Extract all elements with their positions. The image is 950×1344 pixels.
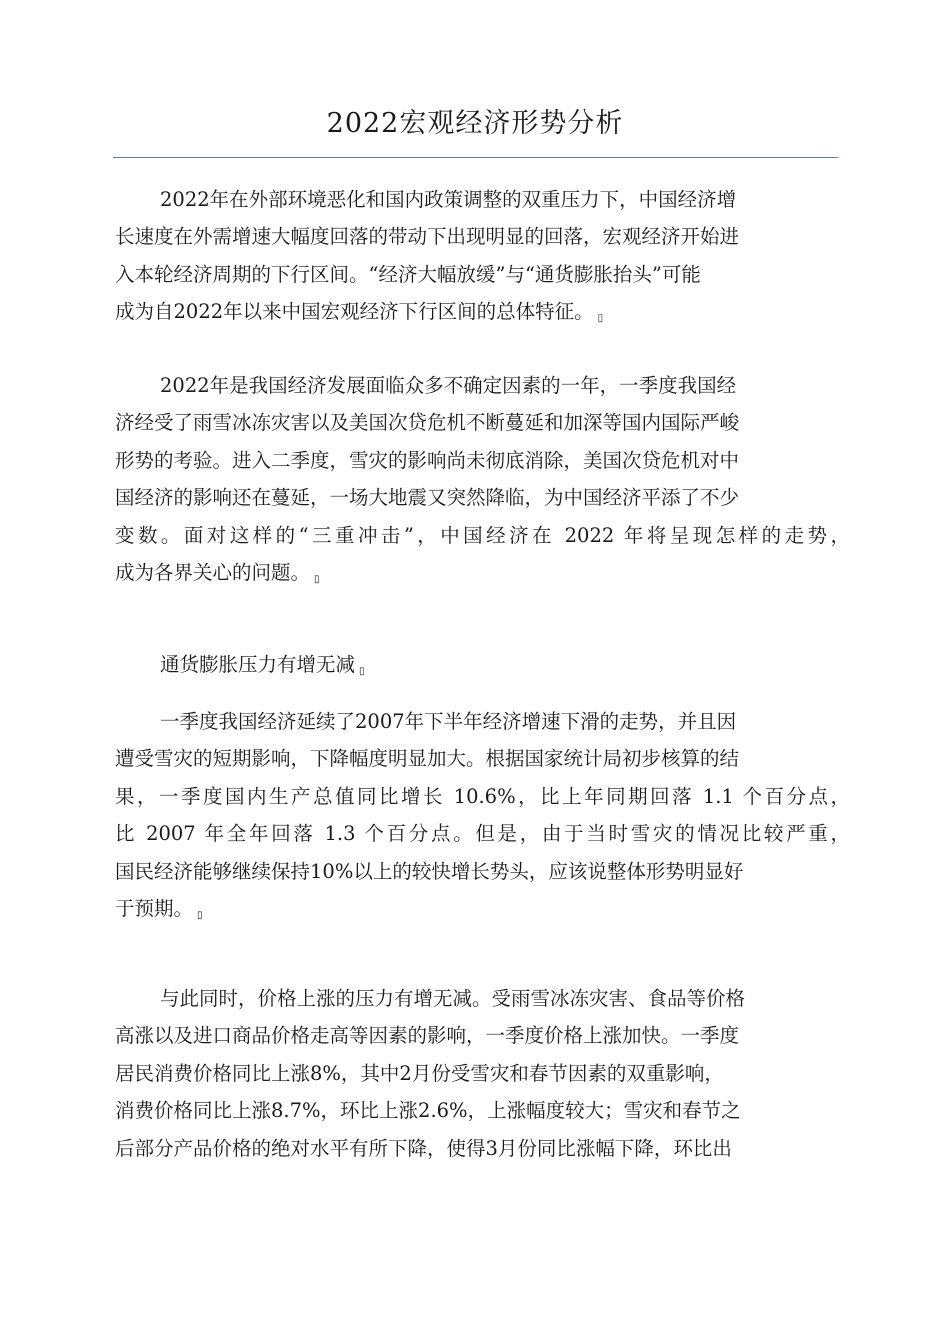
paragraph-4 xyxy=(115,980,850,1167)
paragraph-mark-icon: ▯ xyxy=(597,313,604,325)
paragraph-3 xyxy=(115,703,850,927)
heading-line xyxy=(115,646,850,683)
document-title: 2022宏观经济形势分析 xyxy=(326,108,624,139)
line-text: 成为自2022年以来中国宏观经济下行区间的总体特征。 xyxy=(115,300,594,324)
paragraph-line-last xyxy=(115,293,850,330)
paragraph-line: 入本轮经济周期的下行区间。“经济大幅放缓”与“通货膨胀抬头”可能 xyxy=(115,262,701,286)
paragraph-line: 后部分产品价格的绝对水平有所下降，使得3月份同比涨幅下降，环比出 xyxy=(115,1136,732,1160)
paragraph-line: 国经济的影响还在蔓延，一场大地震又突然降临，为中国经济平添了不少 xyxy=(115,486,740,510)
paragraph-line: 长速度在外需增速大幅度回落的带动下出现明显的回落，宏观经济开始进 xyxy=(115,225,740,249)
paragraph-line: 遭受雪灾的短期影响，下降幅度明显加大。根据国家统计局初步核算的结 xyxy=(115,747,740,771)
paragraph-line: 2022年是我国经济发展面临众多不确定因素的一年，一季度我国经 xyxy=(160,374,737,397)
paragraph-2 xyxy=(115,367,850,591)
paragraph-line-last xyxy=(115,890,850,927)
paragraph-line: 一季度我国经济延续了2007年下半年经济增速下滑的走势，并且因 xyxy=(160,710,737,733)
paragraph-line: 消费价格同比上涨8.7%，环比上涨2.6%，上涨幅度较大；雪灾和春节之 xyxy=(115,1099,741,1123)
title-underline xyxy=(113,157,838,158)
paragraph-1 xyxy=(115,181,850,331)
paragraph-line: 济经受了雨雪冰冻灾害以及美国次贷危机不断蔓延和加深等国内国际严峻 xyxy=(115,411,740,435)
paragraph-line: 变数。面对这样的“三重冲击”，中国经济在 2022 年将呈现怎样的走势， xyxy=(115,523,850,547)
paragraph-mark-icon: ▯ xyxy=(197,909,203,921)
paragraph-mark-icon: ▯ xyxy=(359,666,365,677)
paragraph-line: 果，一季度国内生产总值同比增长 10.6%，比上年同期回落 1.1 个百分点， xyxy=(115,784,850,808)
heading-text: 通货膨胀压力有增无减 xyxy=(160,653,356,676)
paragraph-line: 2022年在外部环境恶化和国内政策调整的双重压力下，中国经济增 xyxy=(160,188,737,211)
paragraph-line: 与此同时，价格上涨的压力有增无减。受雨雪冰冻灾害、食品等价格 xyxy=(160,987,746,1010)
line-text: 于预期。 xyxy=(115,896,194,920)
paragraph-line: 形势的考验。进入二季度，雪灾的影响尚未彻底消除，美国次贷危机对中 xyxy=(115,448,740,472)
section-heading xyxy=(115,646,850,683)
paragraph-line: 比 2007 年全年回落 1.3 个百分点。但是，由于当时雪灾的情况比较严重， xyxy=(115,822,850,846)
line-text: 成为各界关心的问题。 xyxy=(115,560,311,584)
paragraph-line: 国民经济能够继续保持10%以上的较快增长势头，应该说整体形势明显好 xyxy=(115,859,744,883)
paragraph-line: 居民消费价格同比上涨8%，其中2月份受雪灾和春节因素的双重影响， xyxy=(115,1061,724,1085)
paragraph-mark-icon: ▯ xyxy=(314,573,320,585)
paragraph-line-last xyxy=(115,554,850,591)
paragraph-line: 高涨以及进口商品价格走高等因素的影响，一季度价格上涨加快。一季度 xyxy=(115,1024,740,1048)
